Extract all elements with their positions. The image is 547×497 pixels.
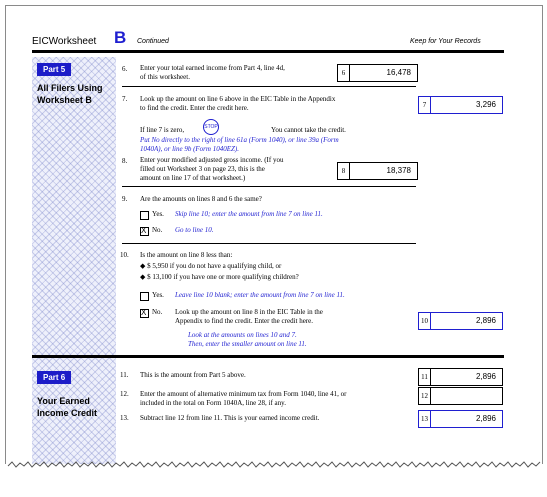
- line13-value: 2,896: [475, 414, 496, 423]
- line13-text: Subtract line 12 from line 11. This is your earned income credit.: [140, 414, 320, 422]
- line8-text2: filled out Worksheet 3 on page 23, this is the: [140, 165, 265, 173]
- part6-side-title: [37, 395, 97, 419]
- line10-look1: Look at the amounts on lines 10 and 7.: [188, 331, 297, 339]
- line8-text: [140, 156, 283, 183]
- line10-no-text1: Look up the amount on line 8 in the EIC Table in the: [175, 308, 323, 316]
- line11-value: 2,896: [475, 372, 496, 381]
- line11-field[interactable]: [418, 368, 503, 386]
- part5-side-title: [37, 82, 103, 106]
- worksheet-letter: B: [114, 28, 127, 47]
- worksheet-title: EICWorksheet: [32, 36, 97, 47]
- part6-side-line1: Your Earned: [37, 396, 90, 406]
- line7-instructions: [140, 136, 339, 154]
- line10-bullet2-text: $ 13,100 if you have one or more qualifying children?: [147, 273, 299, 281]
- part5-side-line2: Worksheet B: [37, 95, 92, 105]
- line10-value: 2,896: [475, 316, 496, 325]
- line7-put1: Put No directly to the right of line 61a (Form 1040), or line 39a (Form: [140, 136, 339, 144]
- line9-yes-text: Skip line 10; enter the amount from line 7 on line 11.: [175, 210, 323, 218]
- line9-yes-checkbox[interactable]: [140, 211, 149, 220]
- line10-text: Is the amount on line 8 less than:: [140, 251, 233, 259]
- line9-rule: [122, 243, 416, 244]
- line10-bullet1: ◆ $ 5,950 if you do not have a qualifying child, or: [140, 262, 282, 270]
- line9-number: 9.: [122, 195, 128, 203]
- stop-icon: STOP: [203, 119, 219, 135]
- line6-text: [140, 64, 285, 82]
- line8-text3: amount on line 17 of that worksheet.): [140, 174, 246, 182]
- line10-bullet2: ◆ $ 13,100 if you have one or more qualifying children?: [140, 273, 299, 281]
- line12-text1: Enter the amount of alternative minimum tax from Form 1040, line 41, or: [140, 390, 347, 398]
- line8-box-number: 8: [338, 163, 350, 179]
- line9-no-checkbox[interactable]: [140, 227, 149, 236]
- line8-rule: [122, 186, 416, 187]
- line13-box-number: 13: [419, 411, 431, 427]
- line6-value: 16,478: [386, 68, 411, 77]
- line11-box-number: 11: [419, 369, 431, 385]
- line7-text: [140, 95, 335, 113]
- part5-tag: Part 5: [37, 63, 71, 76]
- part5-side-line1: All Filers Using: [37, 83, 103, 93]
- line6-text2: of this worksheet.: [140, 73, 190, 81]
- line10-no-text: [175, 308, 323, 326]
- line10-yes-label: Yes.: [152, 291, 164, 299]
- line9-yes-label: Yes.: [152, 210, 164, 218]
- line7-put2: 1040A), or line 9b (Form 1040EZ).: [140, 145, 239, 153]
- part6-side-line2: Income Credit: [37, 408, 98, 418]
- line6-field[interactable]: [337, 64, 418, 82]
- line7-value: 3,296: [475, 100, 496, 109]
- continued-label: Continued: [137, 38, 169, 45]
- line13-number: 13.: [120, 414, 129, 422]
- line12-box-number: 12: [419, 388, 431, 404]
- line11-number: 11.: [120, 371, 129, 379]
- line9-no-check-mark: X: [141, 226, 147, 235]
- line10-look-instructions: [188, 331, 307, 349]
- line12-number: 12.: [120, 390, 129, 398]
- line9-text: Are the amounts on lines 8 and 6 the same?: [140, 195, 262, 203]
- line6-text1: Enter your total earned income from Part 4, line 4d,: [140, 64, 285, 72]
- line9-no-label: No.: [152, 226, 163, 234]
- line12-text: [140, 390, 346, 408]
- line7-zero-prefix: If line 7 is zero,: [140, 126, 185, 134]
- line10-no-checkbox[interactable]: [140, 309, 149, 318]
- line10-no-check-mark: X: [141, 308, 147, 317]
- line7-field[interactable]: [418, 96, 503, 114]
- line10-no-text2: Appendix to find the credit. Enter the credit here.: [175, 317, 314, 325]
- part6-tag: Part 6: [37, 371, 71, 384]
- line6-box-number: 6: [338, 65, 350, 81]
- part-divider: [32, 355, 504, 358]
- line6-rule: [122, 86, 416, 87]
- line10-yes-text: Leave line 10 blank; enter the amount from line 7 on line 11.: [175, 291, 345, 299]
- line10-look2: Then, enter the smaller amount on line 11.: [188, 340, 307, 348]
- line10-yes-checkbox[interactable]: [140, 292, 149, 301]
- header-rule: [32, 50, 504, 53]
- line8-text1: Enter your modified adjusted gross income. (If you: [140, 156, 284, 164]
- line10-field[interactable]: [418, 312, 503, 330]
- line11-text: This is the amount from Part 5 above.: [140, 371, 246, 379]
- line10-no-label: No.: [152, 308, 163, 316]
- line6-number: 6.: [122, 65, 128, 73]
- line10-box-number: 10: [419, 313, 431, 329]
- torn-edge: [0, 458, 547, 497]
- line7-text2: to find the credit. Enter the credit here.: [140, 104, 249, 112]
- line8-value: 18,378: [386, 166, 411, 175]
- line13-field[interactable]: [418, 410, 503, 428]
- keep-records-label: Keep for Your Records: [410, 38, 481, 45]
- line7-box-number: 7: [419, 97, 431, 113]
- line9-no-text: Go to line 10.: [175, 226, 214, 234]
- line7-zero-suffix: You cannot take the credit.: [271, 126, 346, 134]
- line8-field[interactable]: [337, 162, 418, 180]
- line7-text1: Look up the amount on line 6 above in the EIC Table in the Appendix: [140, 95, 336, 103]
- line12-text2: included in the total on Form 1040A, line 28, if any.: [140, 399, 286, 407]
- line8-number: 8.: [122, 157, 128, 165]
- line10-number: 10.: [120, 251, 129, 259]
- line12-field[interactable]: [418, 387, 503, 405]
- line7-number: 7.: [122, 95, 128, 103]
- line10-bullet1-text: $ 5,950 if you do not have a qualifying child, or: [147, 262, 282, 270]
